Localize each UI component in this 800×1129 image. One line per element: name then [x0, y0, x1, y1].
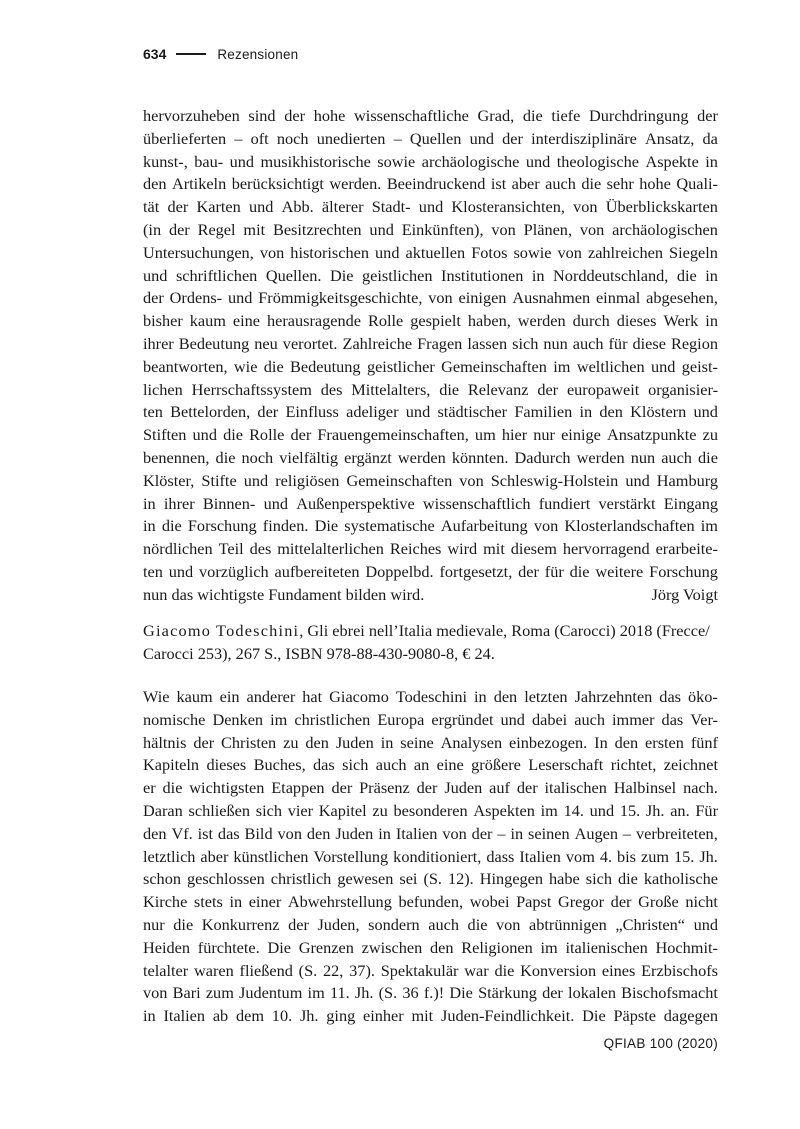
review-continuation — [143, 105, 718, 607]
review-closing-line — [143, 584, 718, 607]
text-line: (in der Regel mit Besitzrechten und Einkünften), von Plänen, von archäologischen — [143, 219, 718, 239]
text-line: bisher kaum eine herausragende Rolle gespielt haben, werden durch dieses Werk in — [143, 311, 718, 331]
text-line: und schriftlichen Quellen. Die geistlichen Institutionen in Norddeutschland, die in — [143, 265, 718, 285]
section-title: Rezensionen — [217, 46, 299, 62]
text-line: in ihrer Binnen- und Außenperspektive wissenschaftlich fundiert verstärkt Eingang — [143, 493, 718, 513]
running-header — [143, 44, 298, 64]
text-line: Kirche stets in einer Abwehrstellung befunden, wobei Papst Gregor der Große nicht — [143, 892, 718, 912]
text-line: Wie kaum ein anderer hat Giacomo Todeschini in den letzten Jahrzehnten das öko- — [143, 687, 718, 706]
text-line: der Ordens- und Frömmigkeitsgeschichte, von einigen Ausnahmen einmal abgesehen, — [143, 288, 718, 308]
text-line: nomische Denken im christlichen Europa ergründet und dabei auch immer das Ver- — [143, 709, 718, 729]
text-line: ten und vorzüglich aufbereiteten Doppelbd. fortgesetzt, der für die weitere Forschung — [143, 561, 718, 581]
page-number: 634 — [143, 46, 167, 62]
text-line: Klöster, Stifte und religiösen Gemeinschaften von Schleswig-Holstein und Hamburg — [143, 470, 718, 490]
text-line: nur die Konkurrenz der Juden, sondern auch die von abtrünnigen „Christen“ und — [143, 914, 718, 934]
text-line: lichen Herrschaftssystem des Mittelalters, die Relevanz der europaweit organisier- — [143, 379, 718, 399]
text-line: den Vf. ist das Bild von den Juden in Italien von der – in seinen Augen – verbreiteten, — [143, 823, 718, 843]
text-line: Daran schließen sich vier Kapitel zu besonderen Aspekten im 14. und 15. Jh. an. Für — [143, 800, 718, 820]
text-line: beantworten, wie die Bedeutung geistlicher Gemeinschaften im weltlichen und geist- — [143, 356, 718, 376]
text-line: letztlich aber künstlichen Vorstellung konditioniert, dass Italien vom 4. bis zum 15. Jh. — [143, 846, 718, 866]
review-body — [143, 686, 718, 1028]
text-line: Kapiteln dieses Buches, das sich auch an eine größere Leserschaft richtet, zeichnet — [143, 755, 718, 775]
text-line: ihrer Bedeutung neu verortet. Zahlreiche Fragen lassen sich nun auch für diese Region — [143, 333, 718, 353]
text-line: Heiden fürchtete. Die Grenzen zwischen den Religionen im italienischen Hochmit- — [143, 937, 718, 957]
text-line: Untersuchungen, von historischen und aktuellen Fotos sowie von zahlreichen Siegeln — [143, 242, 718, 262]
book-citation — [143, 620, 718, 666]
text-line: hervorzuheben sind der hohe wissenschaftliche Grad, die tiefe Durchdringung der — [143, 106, 718, 125]
citation-title: , Gli ebrei nell’Italia medievale, Roma (Carocci) 2018 (Frecce/ — [299, 621, 710, 640]
reviewer-name: Jörg Voigt — [651, 584, 718, 604]
text-line: in Italien ab dem 10. Jh. ging einher mit Juden-Feindlichkeit. Die Päpste dagegen — [143, 1006, 718, 1026]
citation-author: Giacomo Todeschini — [143, 621, 300, 640]
text-line: von Bari zum Judentum im 11. Jh. (S. 36 f.)! Die Stärkung der lokalen Bischofsmacht — [143, 983, 718, 1003]
text-line: kunst-, bau- und musikhistorische sowie archäologische und theologische Aspekte in — [143, 151, 718, 171]
text-line: den Artikeln berücksichtigt werden. Beeindruckend ist aber auch die sehr hohe Quali- — [143, 174, 718, 194]
review-body-lines — [143, 686, 718, 1028]
text-line: er die wichtigsten Etappen der Präsenz der Juden auf der italischen Halbinsel nach. — [143, 778, 718, 798]
text-line: hältnis der Christen zu den Juden in seine Analysen einbezogen. In den ersten fünf — [143, 732, 718, 752]
citation-line-2 — [143, 643, 718, 666]
citation-line-1 — [143, 620, 718, 643]
text-line: in die Forschung finden. Die systematische Aufarbeitung von Klosterlandschaften im — [143, 516, 718, 536]
citation-details: Carocci 253), 267 S., ISBN 978-88-430-9080-8, € 24. — [143, 643, 495, 663]
review-continuation-body — [143, 105, 718, 584]
header-rule — [176, 53, 206, 55]
review-last-line: nun das wichtigste Fundament bilden wird. — [143, 584, 425, 604]
text-line: Stiften und die Rolle der Frauengemeinschaften, um hier nur einige Ansatzpunkte zu — [143, 425, 718, 445]
text-line: telalter waren fließend (S. 22, 37). Spektakulär war die Konversion eines Erzbischofs — [143, 960, 718, 980]
text-line: nördlichen Teil des mittelalterlichen Reiches wird mit diesem hervorragend erarbeite- — [143, 539, 718, 559]
text-line: ten Bettelorden, der Einfluss adeliger und städtischer Familien in den Klöstern und — [143, 402, 718, 422]
text-line: tät der Karten und Abb. älterer Stadt- und Klosteransichten, von Überblickskarten — [143, 197, 718, 217]
text-line: schon geschlossen christlich gewesen sei (S. 12). Hingegen habe sich die katholische — [143, 869, 718, 889]
journal-footer: QFIAB 100 (2020) — [603, 1036, 718, 1051]
text-line: benennen, die noch vielfältig ergänzt werden könnten. Dadurch werden nun auch die — [143, 447, 718, 467]
text-line: überlieferten – oft noch unedierten – Quellen und der interdisziplinäre Ansatz, da — [143, 128, 718, 148]
